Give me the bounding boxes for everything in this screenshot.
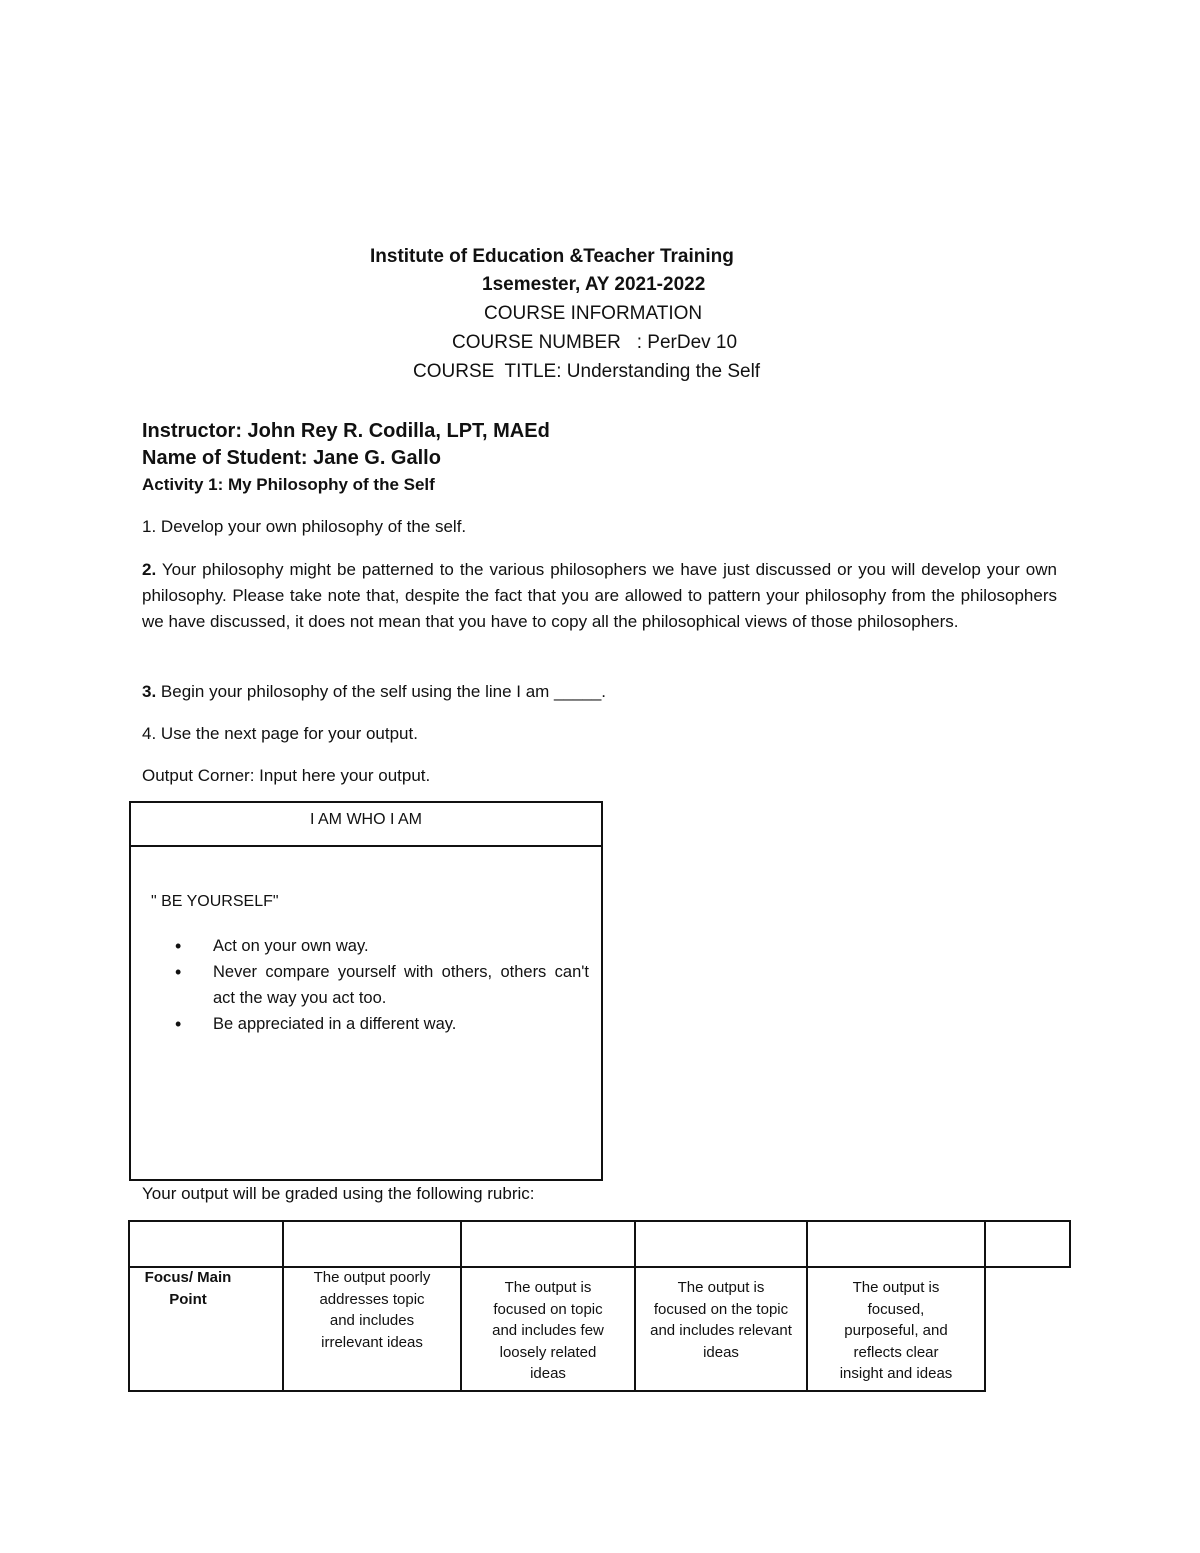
semester-line: 1semester, AY 2021-2022 bbox=[482, 274, 706, 295]
instruction-number: 4. bbox=[142, 724, 157, 743]
rubric-level-cell bbox=[460, 1264, 634, 1390]
bullet-item bbox=[171, 933, 589, 959]
output-quote: " BE YOURSELF" bbox=[151, 893, 279, 910]
bullet-icon: • bbox=[175, 936, 182, 956]
activity-title: Activity 1: My Philosophy of the Self bbox=[142, 475, 435, 494]
instruction-text: Develop your own philosophy of the self. bbox=[156, 517, 467, 536]
rubric-level-cell bbox=[282, 1264, 460, 1390]
course-number-line bbox=[452, 331, 737, 355]
student-name-line: Name of Student: Jane G. Gallo bbox=[142, 447, 441, 469]
course-title-text: COURSE TITLE: Understanding the Self bbox=[413, 361, 761, 382]
bullet-icon: • bbox=[175, 962, 182, 982]
rubric-criterion-cell bbox=[128, 1264, 282, 1390]
rubric-header-row bbox=[128, 1220, 1071, 1268]
output-corner-label: Output Corner: Input here your output. bbox=[142, 766, 431, 785]
rubric-level-text: The output is focused on the topic and includes relevant ideas bbox=[650, 1279, 792, 1361]
course-title-line bbox=[413, 360, 760, 384]
criterion-label: Focus/ Main Point bbox=[144, 1269, 232, 1308]
rubric-criterion-row bbox=[128, 1264, 986, 1392]
rubric-level-text: The output is focused on topic and includes few loosely related ideas bbox=[492, 1279, 604, 1382]
output-box-title: I AM WHO I AM bbox=[131, 803, 601, 847]
rubric-level-text: The output poorly addresses topic and includes irrelevant ideas bbox=[313, 1269, 431, 1351]
instruction-text: Your philosophy might be patterned to the various philosophers we have just discussed or you will develop your own philosophy. Please take note that, despite the fact that you are allowed to pattern your philosophy from the philosophers we have discussed, it does not mean that you have to copy all the philosophical views of those philosophers. bbox=[142, 560, 1057, 631]
course-information-heading: COURSE INFORMATION bbox=[484, 303, 703, 324]
instructor-line: Instructor: John Rey R. Codilla, LPT, MAEd bbox=[142, 420, 550, 442]
rubric-level-cell bbox=[634, 1264, 806, 1390]
rubric-header-cell bbox=[282, 1222, 460, 1266]
course-number-text: COURSE NUMBER : PerDev 10 bbox=[452, 332, 738, 353]
rubric-level-cell bbox=[806, 1264, 986, 1390]
instruction-3 bbox=[142, 679, 1057, 705]
rubric-header-cell bbox=[634, 1222, 806, 1266]
instruction-number: 2. bbox=[142, 560, 157, 579]
instruction-2 bbox=[142, 557, 1057, 635]
bullet-item bbox=[171, 1011, 589, 1037]
institute-name: Institute of Education &Teacher Training bbox=[370, 246, 734, 267]
bullet-text: Act on your own way. bbox=[213, 937, 369, 955]
rubric-header-cell bbox=[128, 1222, 282, 1266]
instruction-text: Begin your philosophy of the self using the line I am _____. bbox=[156, 682, 607, 701]
bullet-item bbox=[171, 959, 589, 1011]
output-box bbox=[129, 801, 603, 1181]
instruction-text: Use the next page for your output. bbox=[156, 724, 418, 743]
rubric-header-cell bbox=[806, 1222, 984, 1266]
rubric-header-cell bbox=[984, 1222, 1071, 1266]
instruction-4 bbox=[142, 721, 1057, 747]
bullet-text: Never compare yourself with others, others can't act the way you act too. bbox=[213, 963, 589, 1007]
instruction-number: 1. bbox=[142, 517, 157, 536]
rubric-level-text: The output is focused, purposeful, and reflects clear insight and ideas bbox=[839, 1279, 953, 1382]
bullet-text: Be appreciated in a different way. bbox=[213, 1015, 457, 1033]
instruction-number: 3. bbox=[142, 682, 157, 701]
instruction-1 bbox=[142, 514, 1057, 540]
rubric-header-cell bbox=[460, 1222, 634, 1266]
bullet-icon: • bbox=[175, 1014, 182, 1034]
output-bullet-list bbox=[171, 933, 589, 1037]
rubric-intro: Your output will be graded using the following rubric: bbox=[142, 1184, 535, 1203]
